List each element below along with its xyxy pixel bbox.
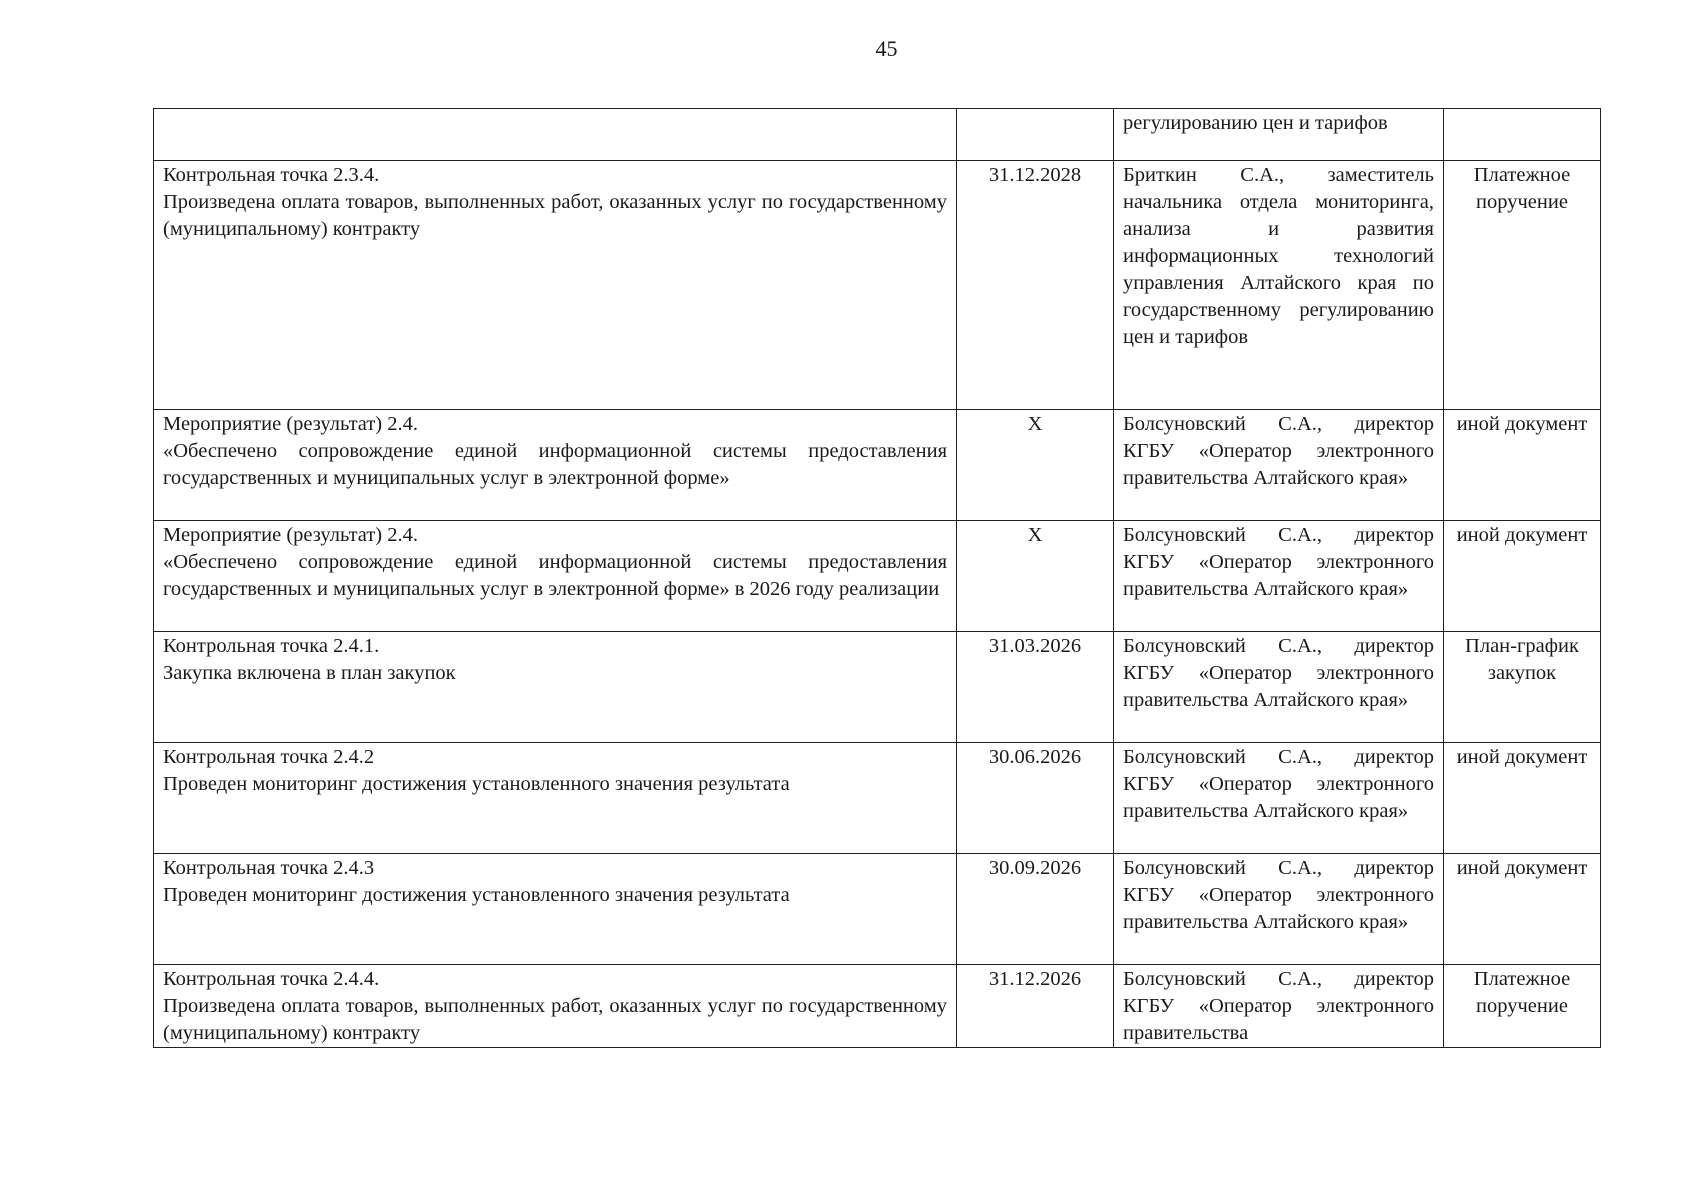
item-text: Произведена оплата товаров, выполненных работ, оказанных услуг по государственному (муниципальному) контракту — [163, 191, 947, 240]
table-row — [154, 965, 1601, 1048]
document-cell: иной документ — [1444, 854, 1601, 965]
item-text: «Обеспечено сопровождение единой информационной системы предоставления государственных и муниципальных услуг в электронной форме» — [163, 440, 947, 489]
description-cell — [154, 161, 957, 410]
description-cell — [154, 410, 957, 521]
item-text: Проведен мониторинг достижения установленного значения результата — [163, 773, 790, 795]
table-row — [154, 521, 1601, 632]
item-text: Произведена оплата товаров, выполненных работ, оказанных услуг по государственному (муниципальному) контракту — [163, 995, 947, 1044]
item-title: Контрольная точка 2.4.1. — [163, 635, 380, 657]
table-row — [154, 743, 1601, 854]
date-cell: 30.09.2026 — [957, 854, 1114, 965]
responsible-cell: Болсуновский С.А., директор КГБУ «Оператор электронного правительства Алтайского края» — [1114, 410, 1444, 521]
page-number: 45 — [875, 36, 898, 61]
document-cell: Платежное поручение — [1444, 161, 1601, 410]
responsible-cell: Бриткин С.А., заместитель начальника отдела мониторинга, анализа и развития информационных технологий управления Алтайского края по государственному регулированию цен и тарифов — [1114, 161, 1444, 410]
document-cell: Платежное поручение — [1444, 965, 1601, 1048]
responsible-cell: Болсуновский С.А., директор КГБУ «Оператор электронного правительства — [1114, 965, 1444, 1048]
document-cell: иной документ — [1444, 410, 1601, 521]
plan-table — [153, 108, 1601, 1048]
responsible-cell: Болсуновский С.А., директор КГБУ «Оператор электронного правительства Алтайского края» — [1114, 521, 1444, 632]
item-title: Контрольная точка 2.3.4. — [163, 164, 380, 186]
date-cell: 30.06.2026 — [957, 743, 1114, 854]
item-title: Контрольная точка 2.4.4. — [163, 968, 380, 990]
table-row — [154, 161, 1601, 410]
item-text: «Обеспечено сопровождение единой информационной системы предоставления государственных и муниципальных услуг в электронной форме» в 2026 году реализации — [163, 551, 947, 600]
item-title: Контрольная точка 2.4.3 — [163, 857, 375, 879]
date-cell: 31.12.2026 — [957, 965, 1114, 1048]
responsible-cell: Болсуновский С.А., директор КГБУ «Оператор электронного правительства Алтайского края» — [1114, 743, 1444, 854]
description-cell — [154, 854, 957, 965]
responsible-cell: регулированию цен и тарифов — [1114, 109, 1444, 161]
item-title: Мероприятие (результат) 2.4. — [163, 413, 419, 435]
date-cell: 31.03.2026 — [957, 632, 1114, 743]
table-row — [154, 854, 1601, 965]
document-cell: иной документ — [1444, 521, 1601, 632]
document-cell: План-график закупок — [1444, 632, 1601, 743]
date-cell: 31.12.2028 — [957, 161, 1114, 410]
document-cell — [1444, 109, 1601, 161]
document-cell: иной документ — [1444, 743, 1601, 854]
responsible-cell: Болсуновский С.А., директор КГБУ «Оператор электронного правительства Алтайского края» — [1114, 632, 1444, 743]
description-cell — [154, 521, 957, 632]
item-text: Проведен мониторинг достижения установленного значения результата — [163, 884, 790, 906]
table-row — [154, 109, 1601, 161]
item-text: Закупка включена в план закупок — [163, 662, 456, 684]
table-row — [154, 410, 1601, 521]
description-cell — [154, 965, 957, 1048]
item-title: Мероприятие (результат) 2.4. — [163, 524, 419, 546]
date-cell — [957, 109, 1114, 161]
date-cell: Х — [957, 521, 1114, 632]
description-cell — [154, 632, 957, 743]
table-row — [154, 632, 1601, 743]
date-cell: Х — [957, 410, 1114, 521]
responsible-cell: Болсуновский С.А., директор КГБУ «Оператор электронного правительства Алтайского края» — [1114, 854, 1444, 965]
description-cell — [154, 109, 957, 161]
item-title: Контрольная точка 2.4.2 — [163, 746, 375, 768]
description-cell — [154, 743, 957, 854]
